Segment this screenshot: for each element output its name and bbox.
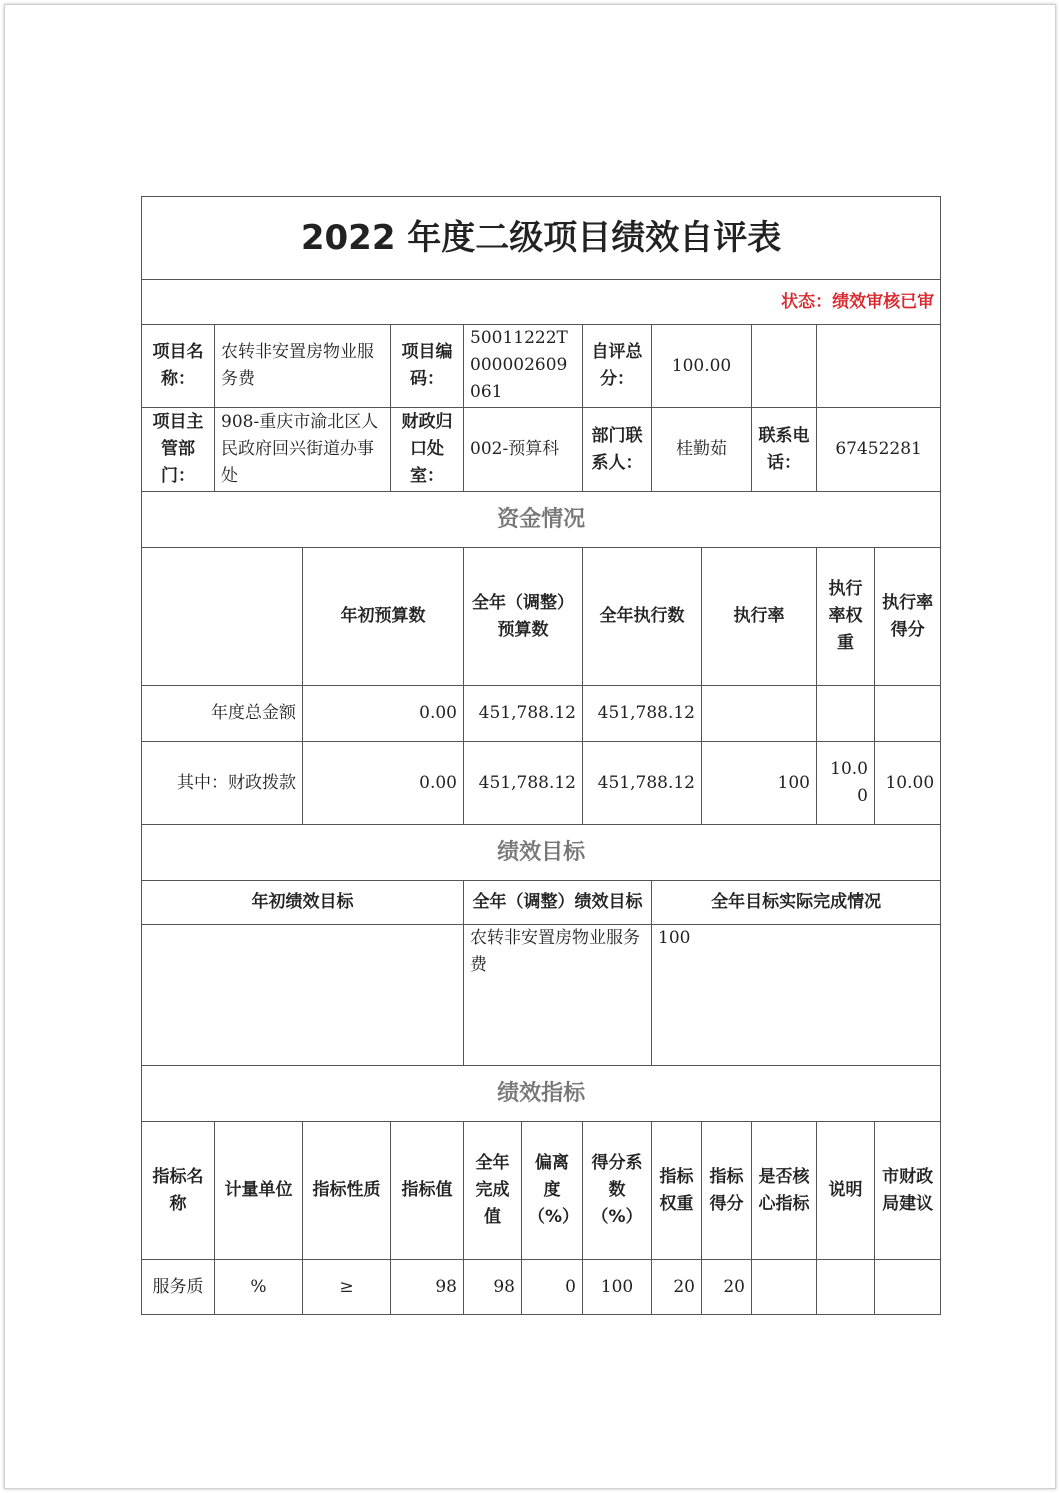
ind-row-score: 20 — [702, 1260, 752, 1315]
phone-value: 67452281 — [817, 408, 941, 492]
evaluation-form — [141, 196, 941, 1315]
funds-row-score: 10.00 — [875, 742, 941, 825]
goals-initial-value — [142, 925, 464, 1066]
funds-header-weight: 执行率权重 — [817, 548, 875, 686]
ind-row-name: 服务质 — [142, 1260, 215, 1315]
ind-header-score: 指标得分 — [702, 1122, 752, 1260]
self-score-label: 自评总分： — [583, 325, 652, 408]
ind-row-suggest — [875, 1260, 941, 1315]
finance-label: 财政归口处室： — [391, 408, 464, 492]
ind-header-suggest: 市财政局建议 — [875, 1122, 941, 1260]
funds-header-score: 执行率得分 — [875, 548, 941, 686]
ind-row-value: 98 — [391, 1260, 464, 1315]
funds-header-blank — [142, 548, 303, 686]
goals-header-adjusted: 全年（调整）绩效目标 — [464, 881, 652, 925]
project-name-value: 农转非安置房物业服务费 — [215, 325, 391, 408]
goals-actual-value: 100 — [652, 925, 941, 1066]
goals-header-initial: 年初绩效目标 — [142, 881, 464, 925]
funds-row-rate — [702, 686, 817, 742]
ind-header-actual: 全年完成值 — [464, 1122, 522, 1260]
ind-header-nature: 指标性质 — [303, 1122, 391, 1260]
contact-label: 部门联系人： — [583, 408, 652, 492]
ind-row-weight: 20 — [652, 1260, 702, 1315]
funds-row-adjusted: 451,788.12 — [464, 742, 583, 825]
ind-header-core: 是否核心指标 — [752, 1122, 817, 1260]
funds-header-executed: 全年执行数 — [583, 548, 702, 686]
empty-cell — [752, 325, 817, 408]
funds-row-executed: 451,788.12 — [583, 742, 702, 825]
funds-row-executed: 451,788.12 — [583, 686, 702, 742]
ind-header-coef: 得分系数（%） — [583, 1122, 652, 1260]
ind-row-nature: ≥ — [303, 1260, 391, 1315]
ind-header-deviation: 偏离度（%） — [522, 1122, 583, 1260]
contact-value: 桂勤茹 — [652, 408, 752, 492]
project-name-label: 项目名称： — [142, 325, 215, 408]
goals-section-title: 绩效目标 — [142, 825, 941, 881]
funds-row-score — [875, 686, 941, 742]
dept-label: 项目主管部门： — [142, 408, 215, 492]
phone-label: 联系电话： — [752, 408, 817, 492]
funds-header-rate: 执行率 — [702, 548, 817, 686]
funds-row-rate: 100 — [702, 742, 817, 825]
funds-row-weight — [817, 686, 875, 742]
dept-value: 908-重庆市渝北区人民政府回兴街道办事处 — [215, 408, 391, 492]
project-code-value: 50011222T000002609061 — [464, 325, 583, 408]
indicators-section-title: 绩效指标 — [142, 1066, 941, 1122]
ind-header-note: 说明 — [817, 1122, 875, 1260]
document-page — [4, 4, 1056, 1489]
table-row — [142, 1260, 941, 1315]
funds-row-initial: 0.00 — [303, 686, 464, 742]
self-score-value: 100.00 — [652, 325, 752, 408]
funds-header-adjusted: 全年（调整）预算数 — [464, 548, 583, 686]
ind-header-unit: 计量单位 — [215, 1122, 303, 1260]
empty-cell — [817, 325, 941, 408]
ind-row-unit: % — [215, 1260, 303, 1315]
ind-header-weight: 指标权重 — [652, 1122, 702, 1260]
funds-row-weight: 10.00 — [817, 742, 875, 825]
funds-row-label: 年度总金额 — [142, 686, 303, 742]
funds-header-initial: 年初预算数 — [303, 548, 464, 686]
ind-row-coef: 100 — [583, 1260, 652, 1315]
goals-adjusted-value: 农转非安置房物业服务费 — [464, 925, 652, 1066]
finance-value: 002-预算科 — [464, 408, 583, 492]
funds-section-title: 资金情况 — [142, 492, 941, 548]
project-code-label: 项目编码： — [391, 325, 464, 408]
funds-row-adjusted: 451,788.12 — [464, 686, 583, 742]
table-row — [142, 742, 941, 825]
table-row — [142, 686, 941, 742]
ind-header-name: 指标名称 — [142, 1122, 215, 1260]
funds-row-label: 其中：财政拨款 — [142, 742, 303, 825]
ind-row-core — [752, 1260, 817, 1315]
ind-row-note — [817, 1260, 875, 1315]
goals-header-actual: 全年目标实际完成情况 — [652, 881, 941, 925]
ind-header-value: 指标值 — [391, 1122, 464, 1260]
status-text: 状态：绩效审核已审 — [142, 280, 941, 325]
page-title: 2022 年度二级项目绩效自评表 — [142, 197, 941, 280]
ind-row-deviation: 0 — [522, 1260, 583, 1315]
funds-row-initial: 0.00 — [303, 742, 464, 825]
ind-row-actual: 98 — [464, 1260, 522, 1315]
